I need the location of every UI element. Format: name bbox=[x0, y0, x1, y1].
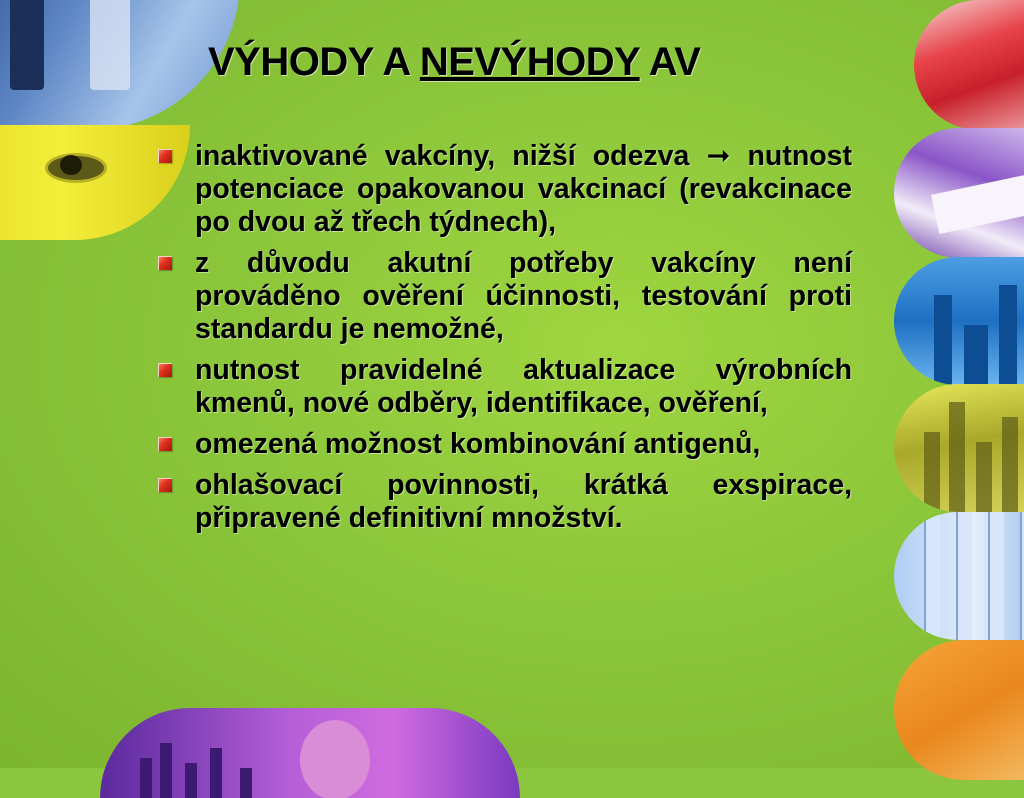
list-item bbox=[158, 140, 852, 239]
bullet-text: z důvodu akutní potřeby vakcíny není prováděno ověření účinnosti, testování proti standardu je nemožné, bbox=[195, 247, 852, 345]
list-item bbox=[158, 247, 852, 346]
square-bullet-icon bbox=[158, 478, 172, 492]
slide-title bbox=[208, 40, 700, 85]
photo-purple-documents bbox=[894, 128, 1024, 258]
square-bullet-icon bbox=[158, 256, 172, 270]
photo-orange-strip bbox=[894, 640, 1024, 780]
title-prefix: VÝHODY A bbox=[208, 40, 420, 84]
list-item bbox=[158, 469, 852, 535]
photo-blue-city bbox=[894, 257, 1024, 385]
photo-purple-skyline bbox=[100, 708, 520, 798]
title-underlined: NEVÝHODY bbox=[419, 40, 640, 84]
bullet-text: nutnost pravidelné aktualizace výrobních kmenů, nové odběry, identifikace, ověření, bbox=[195, 354, 852, 419]
square-bullet-icon bbox=[158, 363, 172, 377]
bullet-text: ohlašovací povinnosti, krátká exspirace, připravené definitivní množství. bbox=[195, 469, 852, 534]
bullet-text: omezená možnost kombinování antigenů, bbox=[195, 428, 761, 460]
bullet-text: inaktivované vakcíny, nižší odezva ➞ nutnost potenciace opakovanou vakcinací (revakcinace po dvou až třech týdnech), bbox=[195, 140, 852, 238]
title-suffix: AV bbox=[639, 40, 701, 84]
photo-columns-lightblue bbox=[894, 512, 1024, 640]
photo-yellow-city bbox=[894, 384, 1024, 512]
square-bullet-icon bbox=[158, 149, 172, 163]
list-item bbox=[158, 428, 852, 461]
list-item bbox=[158, 354, 852, 420]
bullet-list bbox=[158, 140, 852, 543]
square-bullet-icon bbox=[158, 437, 172, 451]
